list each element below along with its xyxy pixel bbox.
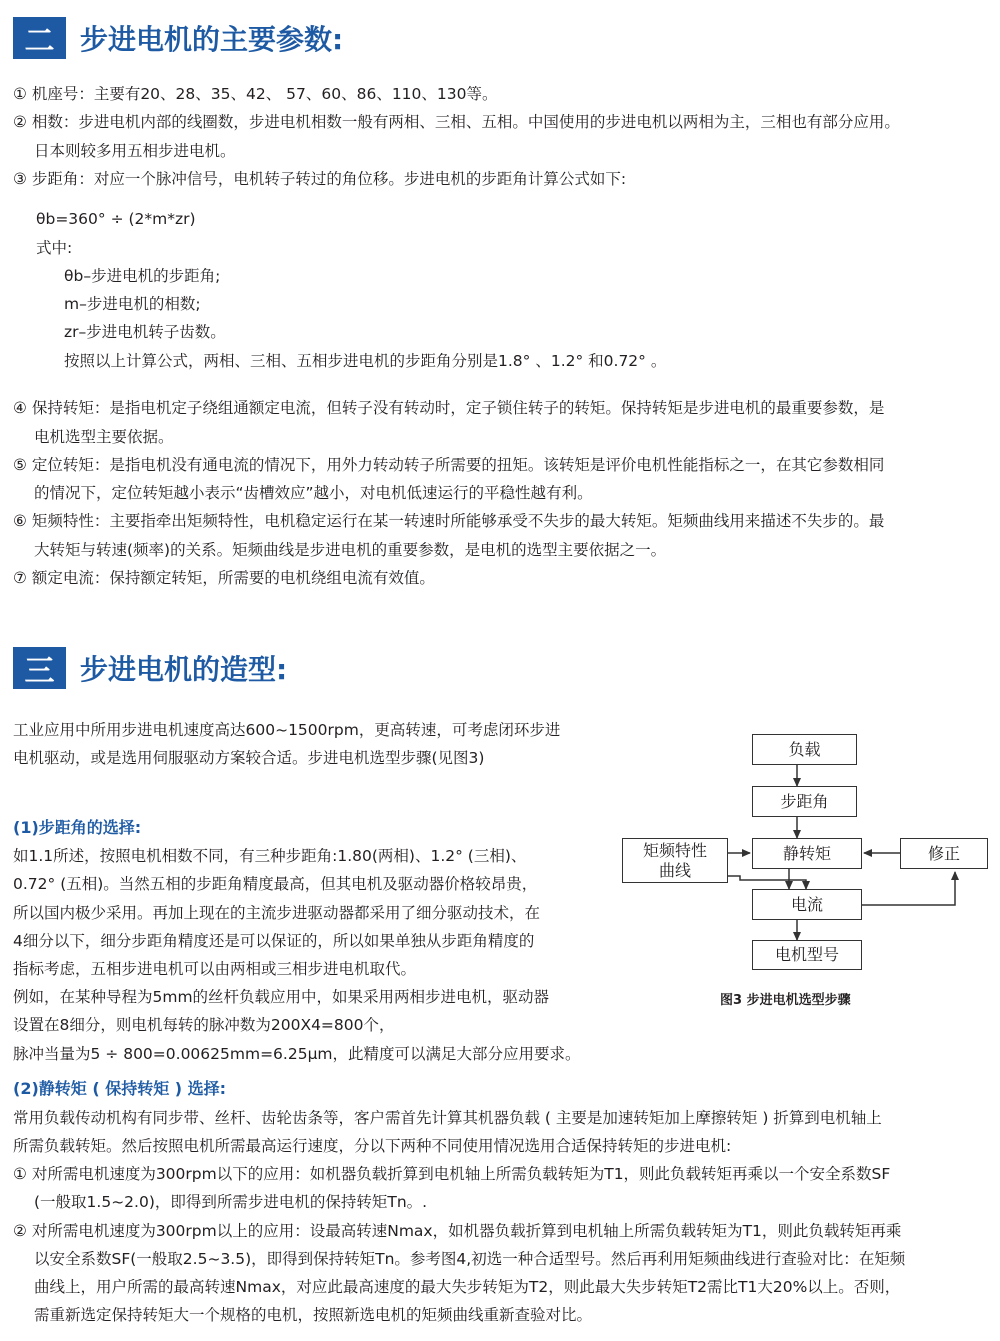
intro-line: 电机驱动，或是选用伺服驱动方案较合适。步进电机选型步骤(见图3) [13, 749, 485, 767]
sub2-line: ② 对所需电机速度为300rpm以上的应用：设最高转速Nmax，如机器负载折算到电机轴上所需负载转矩为T1，则此负载转矩再乘 [13, 1222, 902, 1240]
flow-box-step-angle: 步距角 [752, 786, 857, 817]
sub1-line: 所以国内极少采用。再加上现在的主流步进驱动器都采用了细分驱动技术，在 [13, 904, 541, 922]
arrow-torquefreq-current [728, 876, 806, 889]
param-line: 大转矩与转速(频率)的关系。矩频曲线是步进电机的重要参数，是电机的选型主要依据之一。 [34, 541, 667, 559]
param-line: ④ 保持转矩：是指电机定子绕组通额定电流，但转子没有转动时，定子锁住转子的转矩。保持转矩是步进电机的最重要参数，是 [13, 399, 885, 417]
formula-def: θb–步进电机的步距角; [64, 267, 221, 285]
section3-number: 三 [13, 647, 66, 689]
section3-title: 步进电机的造型: [80, 653, 288, 686]
param-line: ③ 步距角：对应一个脉冲信号，电机转子转过的角位移。步进电机的步距角计算公式如下: [13, 170, 627, 188]
sub1-line: 指标考虑，五相步进电机可以由两相或三相步进电机取代。 [13, 960, 417, 978]
sub2-line: 所需负载转矩。然后按照电机所需最高运行速度，分以下两种不同使用情况选用合适保持转矩的步进电机: [13, 1137, 732, 1155]
intro-line: 工业应用中所用步进电机速度高达600~1500rpm，更高转速，可考虑闭环步进 [13, 721, 561, 739]
formula: θb=360° ÷ (2*m*zr) [36, 210, 196, 228]
section2-number: 二 [13, 17, 66, 59]
sub2-line: 曲线上，用户所需的最高转速Nmax，对应此最高速度的最大失步转矩为T2，则此最大失步转矩T2需比T1大20%以上。否则， [34, 1278, 901, 1296]
arrow-current-correction [862, 872, 955, 905]
sub1-line: 4细分以下，细分步距角精度还是可以保证的，所以如果单独从步距角精度的 [13, 932, 535, 950]
param-line: 电机选型主要依据。 [34, 428, 174, 446]
flow-box-model: 电机型号 [752, 940, 862, 970]
param-line: ① 机座号：主要有20、28、35、42、 57、60、86、110、130等。 [13, 85, 498, 103]
param-line: 的情况下，定位转矩越小表示“齿槽效应”越小，对电机低速运行的平稳性越有利。 [34, 484, 593, 502]
sub1-line: 0.72° (五相)。当然五相的步距角精度最高，但其电机及驱动器价格较昂贵， [13, 875, 538, 893]
subsection1-title: (1)步距角的选择: [13, 818, 142, 837]
subsection2-title: (2)静转矩 ( 保持转矩 ) 选择: [13, 1079, 227, 1098]
flow-box-current: 电流 [752, 889, 862, 920]
param-line: ② 相数：步进电机内部的线圈数，步进电机相数一般有两相、三相、五相。中国使用的步进电机以两相为主，三相也有部分应用。 [13, 113, 900, 131]
sub2-line: (一般取1.5~2.0)，即得到所需步进电机的保持转矩Tn。. [34, 1193, 428, 1211]
param-line: ⑦ 额定电流：保持额定转矩，所需要的电机绕组电流有效值。 [13, 569, 435, 587]
sub1-line: 脉冲当量为5 ÷ 800=0.00625mm=6.25μm，此精度可以满足大部分应用要求。 [13, 1045, 581, 1063]
param-line: ⑥ 矩频特性：主要指牵出矩频特性，电机稳定运行在某一转速时所能够承受不失步的最大转矩。矩频曲线用来描述不失步的。最 [13, 512, 885, 530]
sub1-line: 例如，在某种导程为5mm的丝杆负载应用中，如果采用两相步进电机，驱动器 [13, 988, 550, 1006]
flow-box-correction: 修正 [900, 838, 988, 869]
flow-box-torque-freq: 矩频特性 曲线 [622, 838, 728, 883]
sub2-line: 需重新选定保持转矩大一个规格的电机，按照新选电机的矩频曲线重新查验对比。 [34, 1306, 593, 1324]
flow-box-load: 负载 [752, 734, 857, 765]
param-line: ⑤ 定位转矩：是指电机没有通电流的情况下，用外力转动转子所需要的扭矩。该转矩是评价电机性能指标之一，在其它参数相同 [13, 456, 885, 474]
sub2-line: 常用负载传动机构有同步带、丝杆、齿轮齿条等，客户需首先计算其机器负载 ( 主要是加速转矩加上摩擦转矩 ) 折算到电机轴上 [13, 1109, 882, 1127]
figure-caption: 图3 步进电机选型步骤 [720, 993, 851, 1008]
sub1-line: 如1.1所述，按照电机相数不同，有三种步距角:1.80(两相)、1.2° (三相)、 [13, 847, 527, 865]
formula-result: 按照以上计算公式，两相、三相、五相步进电机的步距角分别是1.8° 、1.2° 和0.72° 。 [64, 352, 667, 370]
formula-def: zr–步进电机转子齿数。 [64, 323, 226, 341]
sub1-line: 设置在8细分，则电机每转的脉冲数为200X4=800个， [13, 1016, 395, 1034]
section2-title: 步进电机的主要参数: [80, 23, 344, 56]
formula-def: m–步进电机的相数; [64, 295, 201, 313]
sub2-line: ① 对所需电机速度为300rpm以下的应用：如机器负载折算到电机轴上所需负载转矩为T1，则此负载转矩再乘以一个安全系数SF [13, 1165, 891, 1183]
param-line: 日本则较多用五相步进电机。 [34, 142, 236, 160]
sub2-line: 以安全系数SF(一般取2.5~3.5)，即得到保持转矩Tn。参考图4,初选一种合适型号。然后再利用矩频曲线进行查验对比：在矩频 [34, 1250, 906, 1268]
formula-where: 式中: [36, 239, 73, 257]
flow-box-static-torque: 静转矩 [752, 838, 862, 869]
